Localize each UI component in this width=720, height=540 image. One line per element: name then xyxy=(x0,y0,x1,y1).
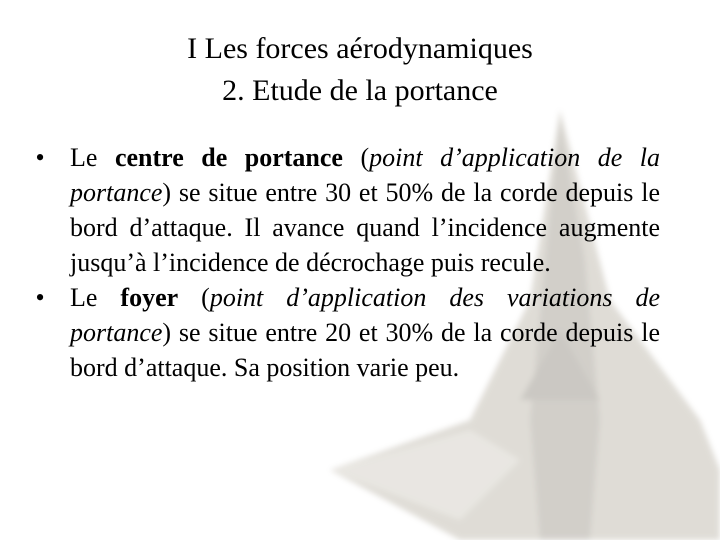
bullet-italic-definition: point d’application de la portance xyxy=(70,143,660,207)
bullet-text: ) se situe entre 30 et 50% de la corde depuis le bord d’attaque. Il avance quand l’incidence augmente jusqu’à l’incidence de décrochage puis recule. xyxy=(70,178,660,277)
bullet-text: ) se situe entre 20 et 30% de la corde depuis le bord d’attaque. Sa position varie peu. xyxy=(70,318,660,382)
bullet-text: Le xyxy=(70,283,121,312)
bullet-italic-definition: point d’application des variations de portance xyxy=(70,283,660,347)
bullet-marker: • xyxy=(35,283,45,312)
bullet-text: ( xyxy=(342,143,370,172)
bullet-bold-term: centre de portance xyxy=(114,143,343,172)
title-line-2: 2. Etude de la portance xyxy=(222,74,498,107)
bullet-text: ( xyxy=(178,283,210,312)
bullet-bold-term: foyer xyxy=(120,283,179,312)
title-line-1: I Les forces aérodynamiques xyxy=(187,32,533,65)
bullet-item-centre-de-portance xyxy=(30,140,660,280)
bullet-marker: • xyxy=(35,143,45,172)
bullet-item-foyer xyxy=(30,280,660,385)
slide-title xyxy=(0,28,720,112)
bullet-text: Le xyxy=(70,143,115,172)
bullet-list xyxy=(30,140,660,385)
